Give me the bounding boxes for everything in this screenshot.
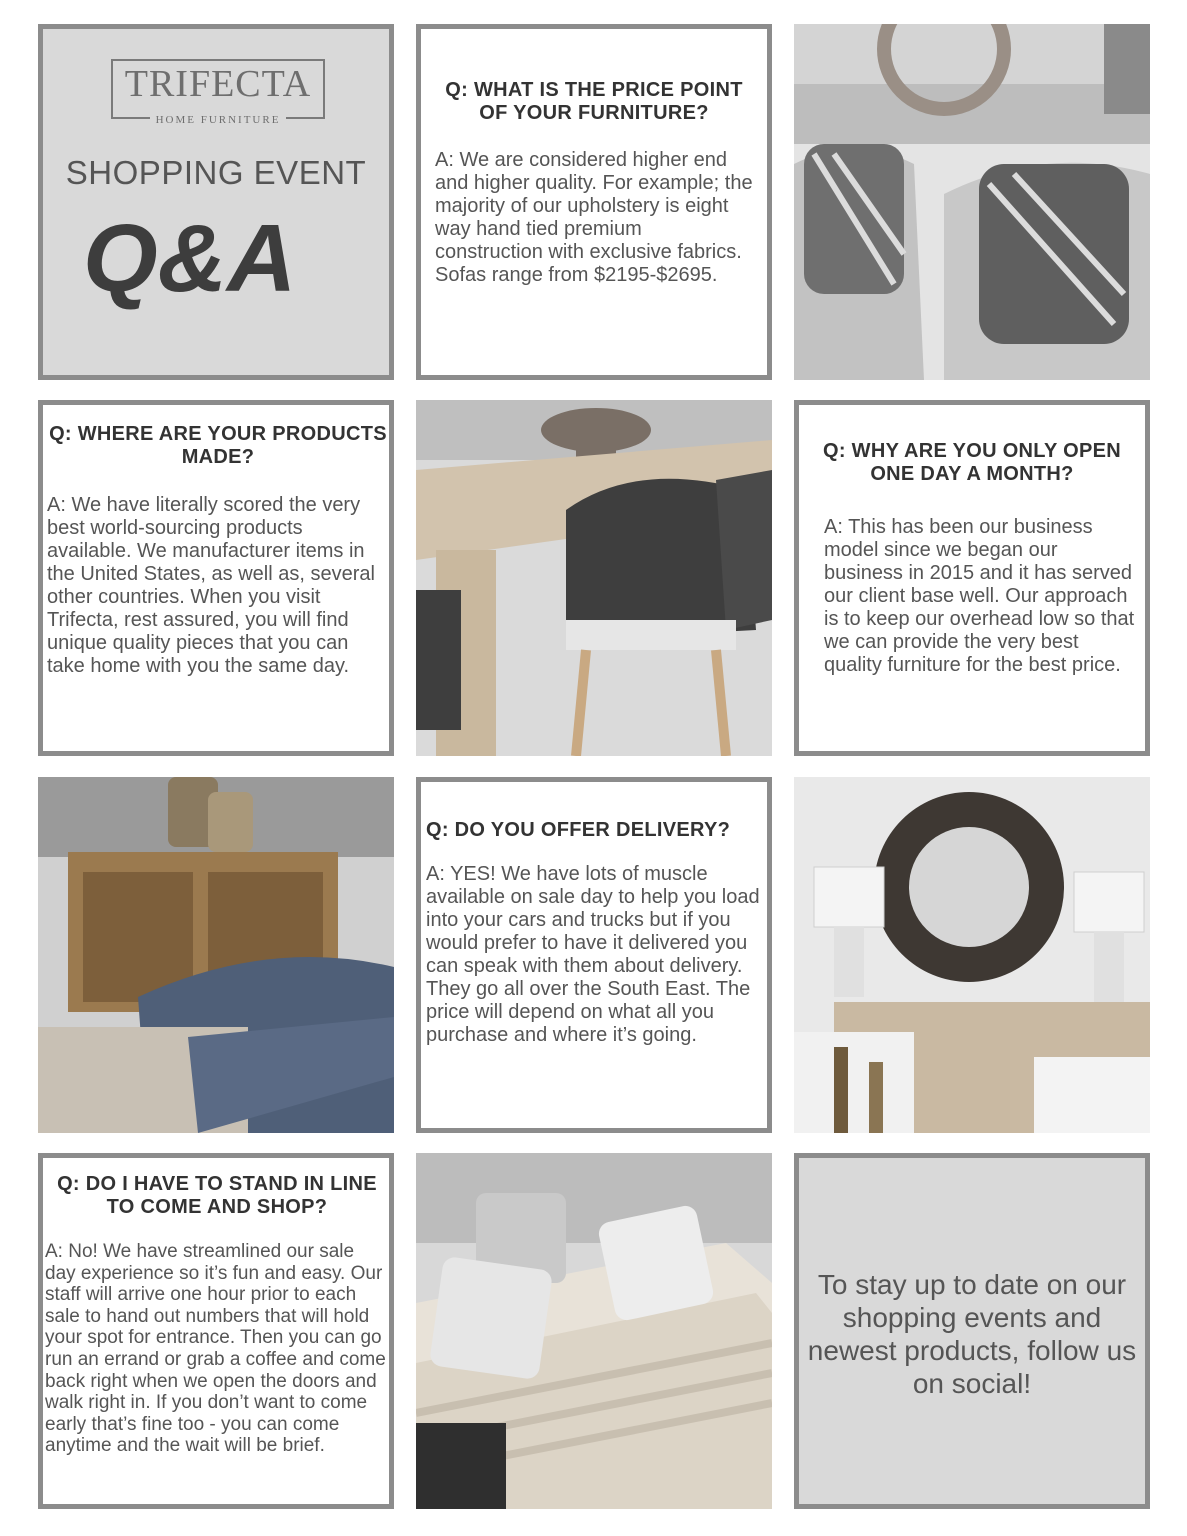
faq-answer: A: YES! We have lots of muscle available on sale day to help you load into your cars and trucks but if you would prefer to have it delivered you can speak with them about delivery. They go all over the South East. The price will depend on what all you purchase and where it’s going. — [426, 863, 760, 1046]
faq-delivery-tile — [416, 777, 772, 1133]
sideboard-photo — [38, 777, 394, 1133]
event-label: SHOPPING EVENT — [65, 154, 367, 191]
faq-answer: A: We have literally scored the very best world-sourcing products available. We manufacturer items in the United States, as well as, several other countries. When you visit Trifecta, rest assured, you will find unique quality pieces that you can take home with you the same day. — [47, 494, 375, 677]
faq-answer: A: We are considered higher end and higher quality. For example; the majority of our upholstery is eight way hand tied premium construction with exclusive fabrics. Sofas range from $2195-$2695. — [435, 149, 753, 286]
dining-table-photo — [416, 400, 772, 756]
armchairs-photo-art — [794, 24, 1150, 380]
sideboard-photo-art — [38, 777, 394, 1133]
faq-line-tile — [38, 1153, 394, 1509]
faq-answer: A: This has been our business model since we began our business in 2015 and it has served our client base well. Our approach is to keep our overhead low so that we can provide the very best quality furniture for the best price. — [824, 516, 1135, 676]
trifecta-logo — [111, 59, 325, 126]
event-title-tile — [38, 24, 394, 380]
woven-sofa-photo-art — [416, 1153, 772, 1509]
faq-question: Q: WHAT IS THE PRICE POINT OF YOUR FURNITURE? — [445, 79, 743, 124]
faq-answer: A: No! We have streamlined our sale day experience so it’s fun and easy. Our staff will arrive one hour prior to each sale to hand out numbers that will hold your spot for entrance. Then you can go run an errand or grab a coffee and come back right when we open the doors and walk right in. If you don’t want to come early that’s fine too - you can come anytime and the wait will be brief. — [45, 1241, 386, 1457]
mirror-console-photo-art — [794, 777, 1150, 1133]
dining-table-photo-art — [416, 400, 772, 756]
qa-heading: Q&A — [83, 205, 297, 312]
faq-question: Q: WHY ARE YOU ONLY OPEN ONE DAY A MONTH? — [822, 440, 1121, 485]
faq-question: Q: WHERE ARE YOUR PRODUCTS MADE? — [49, 423, 387, 468]
armchairs-photo — [794, 24, 1150, 380]
woven-sofa-photo — [416, 1153, 772, 1509]
social-follow-text: To stay up to date on our shopping events and newest products, follow us on social! — [807, 1269, 1137, 1399]
logo-tagline: HOME FURNITURE — [150, 114, 287, 126]
social-tile — [794, 1153, 1150, 1509]
faq-open-tile — [794, 400, 1150, 756]
faq-question: Q: DO YOU OFFER DELIVERY? — [426, 819, 731, 841]
faq-made-tile — [38, 400, 394, 756]
faq-question: Q: DO I HAVE TO STAND IN LINE TO COME AND SHOP? — [57, 1173, 377, 1218]
mirror-console-photo — [794, 777, 1150, 1133]
logo-name: TRIFECTA — [124, 63, 312, 105]
faq-price-tile — [416, 24, 772, 380]
